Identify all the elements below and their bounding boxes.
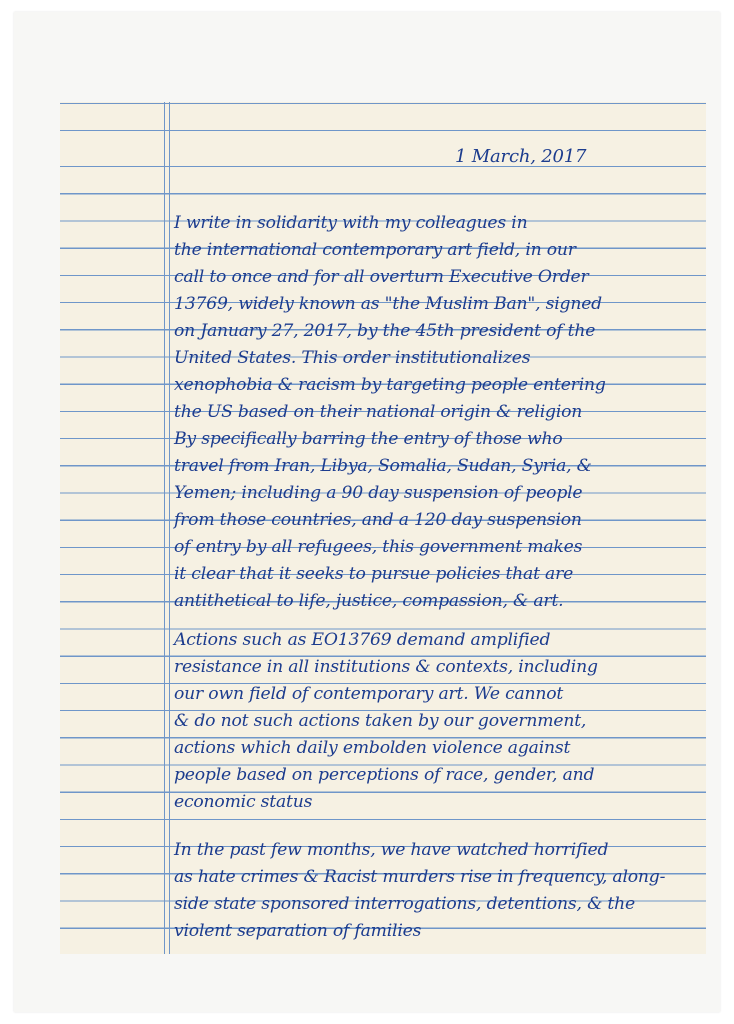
letter-line: the international contemporary art field, in our (174, 240, 576, 260)
margin-line (164, 102, 165, 954)
letter-line: the US based on their national origin & religion (174, 402, 583, 422)
letter-line: as hate crimes & Racist murders rise in frequency, along- (174, 867, 666, 887)
margin-line (169, 102, 170, 954)
letter-line: side state sponsored interrogations, detentions, & the (174, 894, 635, 914)
scanned-sheet (14, 12, 720, 1012)
letter-line: of entry by all refugees, this government makes (174, 537, 583, 557)
letter-line: I write in solidarity with my colleagues in (174, 213, 528, 233)
letter-line: Yemen; including a 90 day suspension of people (174, 483, 583, 503)
letter-line: our own field of contemporary art. We cannot (174, 684, 564, 704)
letter-line: travel from Iran, Libya, Somalia, Sudan, Syria, & (174, 456, 592, 476)
letter-line: Actions such as EO13769 demand amplified (174, 630, 551, 650)
letter-line: on January 27, 2017, by the 45th president of the (174, 321, 596, 341)
letter-line: economic status (174, 792, 313, 812)
ruled-notebook-paper (60, 102, 706, 954)
letter-line: antithetical to life, justice, compassion, & art. (174, 591, 564, 611)
letter-line: from those countries, and a 120 day suspension (174, 510, 582, 530)
letter-line: 13769, widely known as "the Muslim Ban", signed (174, 294, 602, 314)
letter-line: & do not such actions taken by our government, (174, 711, 587, 731)
letter-line: In the past few months, we have watched horrified (174, 840, 609, 860)
letter-line: United States. This order institutionalizes (174, 348, 531, 368)
letter-line: xenophobia & racism by targeting people entering (174, 375, 606, 395)
letter-line: violent separation of families (174, 921, 422, 941)
letter-line: it clear that it seeks to pursue policies that are (174, 564, 574, 584)
letter-line: resistance in all institutions & contexts, including (174, 657, 598, 677)
letter-line: call to once and for all overturn Executive Order (174, 267, 589, 287)
letter-date: 1 March, 2017 (455, 146, 587, 167)
letter-line: people based on perceptions of race, gender, and (174, 765, 595, 785)
letter-line: actions which daily embolden violence against (174, 738, 571, 758)
letter-line: By specifically barring the entry of those who (174, 429, 563, 449)
